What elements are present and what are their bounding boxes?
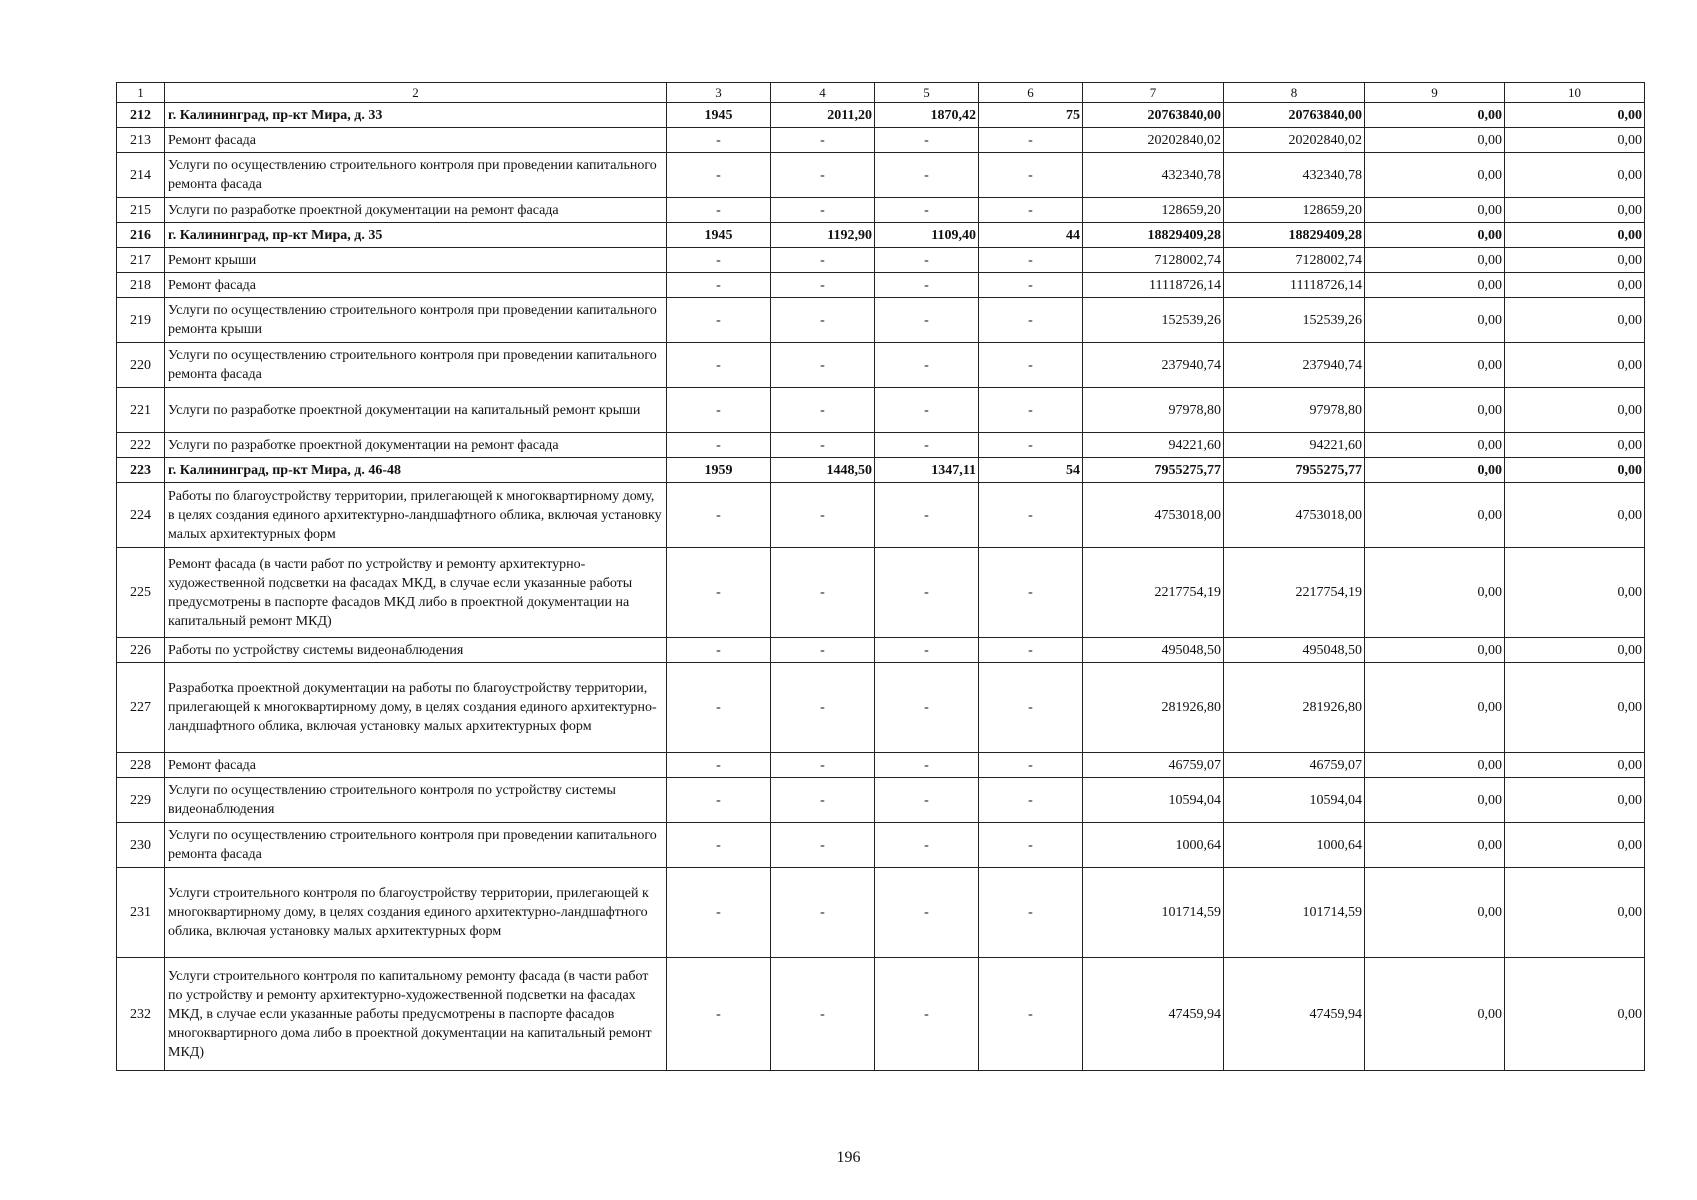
cost-total-cell: 20202840,02 bbox=[1083, 128, 1224, 153]
area-living-cell: - bbox=[875, 128, 979, 153]
area-living-cell: - bbox=[875, 868, 979, 958]
cost-col9-cell: 0,00 bbox=[1365, 223, 1505, 248]
table-row bbox=[117, 958, 1645, 1071]
table-row bbox=[117, 663, 1645, 753]
description-cell: г. Калининград, пр-кт Мира, д. 35 bbox=[165, 223, 667, 248]
residents-cell: - bbox=[979, 868, 1083, 958]
cost-col9-cell: 0,00 bbox=[1365, 343, 1505, 388]
description-cell: Услуги по осуществлению строительного контроля при проведении капитального ремонта фасада bbox=[165, 823, 667, 868]
row-number-cell: 225 bbox=[117, 548, 165, 638]
cost-total-cell: 97978,80 bbox=[1083, 388, 1224, 433]
cost-col9-cell: 0,00 bbox=[1365, 103, 1505, 128]
column-header: 6 bbox=[979, 83, 1083, 103]
cost-fund-cell: 237940,74 bbox=[1224, 343, 1365, 388]
cost-col10-cell: 0,00 bbox=[1505, 388, 1645, 433]
cost-total-cell: 47459,94 bbox=[1083, 958, 1224, 1071]
table-row bbox=[117, 868, 1645, 958]
year-cell: - bbox=[667, 638, 771, 663]
cost-col9-cell: 0,00 bbox=[1365, 458, 1505, 483]
column-header: 9 bbox=[1365, 83, 1505, 103]
cost-fund-cell: 7128002,74 bbox=[1224, 248, 1365, 273]
cost-fund-cell: 20763840,00 bbox=[1224, 103, 1365, 128]
description-cell: Ремонт фасада (в части работ по устройству и ремонту архитектурно-художественной подсветки на фасадах МКД, в случае если указанные работы предусмотрены в паспорте фасадов МКД либо в проектной документации на капитальный ремонт МКД) bbox=[165, 548, 667, 638]
row-number-cell: 217 bbox=[117, 248, 165, 273]
row-number-cell: 224 bbox=[117, 483, 165, 548]
cost-col10-cell: 0,00 bbox=[1505, 458, 1645, 483]
row-number-cell: 215 bbox=[117, 198, 165, 223]
cost-total-cell: 11118726,14 bbox=[1083, 273, 1224, 298]
area-total-cell: - bbox=[771, 958, 875, 1071]
description-cell: Ремонт фасада bbox=[165, 128, 667, 153]
address-row bbox=[117, 103, 1645, 128]
area-total-cell: - bbox=[771, 638, 875, 663]
cost-col10-cell: 0,00 bbox=[1505, 128, 1645, 153]
row-number-cell: 232 bbox=[117, 958, 165, 1071]
cost-fund-cell: 2217754,19 bbox=[1224, 548, 1365, 638]
residents-cell: - bbox=[979, 273, 1083, 298]
area-living-cell: - bbox=[875, 548, 979, 638]
table-row bbox=[117, 753, 1645, 778]
area-living-cell: - bbox=[875, 298, 979, 343]
column-header: 8 bbox=[1224, 83, 1365, 103]
cost-total-cell: 10594,04 bbox=[1083, 778, 1224, 823]
residents-cell: - bbox=[979, 638, 1083, 663]
cost-col9-cell: 0,00 bbox=[1365, 483, 1505, 548]
row-number-cell: 226 bbox=[117, 638, 165, 663]
table-row bbox=[117, 823, 1645, 868]
year-cell: - bbox=[667, 128, 771, 153]
description-cell: Ремонт крыши bbox=[165, 248, 667, 273]
cost-col10-cell: 0,00 bbox=[1505, 483, 1645, 548]
cost-col9-cell: 0,00 bbox=[1365, 273, 1505, 298]
area-living-cell: 1870,42 bbox=[875, 103, 979, 128]
cost-col9-cell: 0,00 bbox=[1365, 198, 1505, 223]
row-number-cell: 213 bbox=[117, 128, 165, 153]
cost-col10-cell: 0,00 bbox=[1505, 298, 1645, 343]
table-row bbox=[117, 248, 1645, 273]
table-row bbox=[117, 153, 1645, 198]
description-cell: Услуги по осуществлению строительного контроля при проведении капитального ремонта фасада bbox=[165, 153, 667, 198]
table-row bbox=[117, 343, 1645, 388]
area-living-cell: - bbox=[875, 823, 979, 868]
table-row bbox=[117, 778, 1645, 823]
residents-cell: - bbox=[979, 128, 1083, 153]
page-number: 196 bbox=[836, 1149, 861, 1166]
area-total-cell: - bbox=[771, 663, 875, 753]
area-living-cell: - bbox=[875, 273, 979, 298]
cost-col9-cell: 0,00 bbox=[1365, 298, 1505, 343]
cost-col10-cell: 0,00 bbox=[1505, 273, 1645, 298]
cost-total-cell: 152539,26 bbox=[1083, 298, 1224, 343]
description-cell: г. Калининград, пр-кт Мира, д. 46-48 bbox=[165, 458, 667, 483]
cost-col10-cell: 0,00 bbox=[1505, 223, 1645, 248]
year-cell: - bbox=[667, 958, 771, 1071]
column-header: 5 bbox=[875, 83, 979, 103]
area-total-cell: 2011,20 bbox=[771, 103, 875, 128]
cost-col9-cell: 0,00 bbox=[1365, 663, 1505, 753]
column-header: 10 bbox=[1505, 83, 1645, 103]
cost-col10-cell: 0,00 bbox=[1505, 823, 1645, 868]
residents-cell: - bbox=[979, 153, 1083, 198]
residents-cell: - bbox=[979, 548, 1083, 638]
area-total-cell: 1448,50 bbox=[771, 458, 875, 483]
cost-fund-cell: 7955275,77 bbox=[1224, 458, 1365, 483]
year-cell: - bbox=[667, 298, 771, 343]
year-cell: 1945 bbox=[667, 223, 771, 248]
description-cell: Разработка проектной документации на работы по благоустройству территории, прилегающей к многоквартирному дому, в целях создания единого архитектурно-ландшафтного облика, включая установку малых архитектурных форм bbox=[165, 663, 667, 753]
table-row bbox=[117, 298, 1645, 343]
residents-cell: - bbox=[979, 778, 1083, 823]
cost-col10-cell: 0,00 bbox=[1505, 433, 1645, 458]
row-number-cell: 228 bbox=[117, 753, 165, 778]
description-cell: Услуги по осуществлению строительного контроля по устройству системы видеонаблюдения bbox=[165, 778, 667, 823]
description-cell: г. Калининград, пр-кт Мира, д. 33 bbox=[165, 103, 667, 128]
cost-total-cell: 128659,20 bbox=[1083, 198, 1224, 223]
cost-col10-cell: 0,00 bbox=[1505, 778, 1645, 823]
residents-cell: - bbox=[979, 663, 1083, 753]
cost-col10-cell: 0,00 bbox=[1505, 638, 1645, 663]
row-number-cell: 212 bbox=[117, 103, 165, 128]
address-row bbox=[117, 223, 1645, 248]
cost-total-cell: 1000,64 bbox=[1083, 823, 1224, 868]
row-number-cell: 221 bbox=[117, 388, 165, 433]
cost-col9-cell: 0,00 bbox=[1365, 823, 1505, 868]
cost-col9-cell: 0,00 bbox=[1365, 128, 1505, 153]
year-cell: - bbox=[667, 153, 771, 198]
area-total-cell: - bbox=[771, 778, 875, 823]
description-cell: Услуги строительного контроля по благоустройству территории, прилегающей к многоквартирному дому, в целях создания единого архитектурно-ландшафтного облика, включая установку малых архитектурных форм bbox=[165, 868, 667, 958]
cost-total-cell: 4753018,00 bbox=[1083, 483, 1224, 548]
year-cell: - bbox=[667, 548, 771, 638]
row-number-cell: 230 bbox=[117, 823, 165, 868]
table-row bbox=[117, 128, 1645, 153]
data-table bbox=[116, 82, 1645, 1071]
cost-col9-cell: 0,00 bbox=[1365, 433, 1505, 458]
cost-fund-cell: 20202840,02 bbox=[1224, 128, 1365, 153]
year-cell: - bbox=[667, 778, 771, 823]
year-cell: - bbox=[667, 753, 771, 778]
description-cell: Услуги по осуществлению строительного контроля при проведении капитального ремонта фасада bbox=[165, 343, 667, 388]
table-row bbox=[117, 273, 1645, 298]
area-living-cell: 1347,11 bbox=[875, 458, 979, 483]
area-total-cell: - bbox=[771, 273, 875, 298]
year-cell: - bbox=[667, 823, 771, 868]
cost-col9-cell: 0,00 bbox=[1365, 638, 1505, 663]
area-total-cell: - bbox=[771, 868, 875, 958]
row-number-cell: 229 bbox=[117, 778, 165, 823]
area-total-cell: - bbox=[771, 248, 875, 273]
area-living-cell: 1109,40 bbox=[875, 223, 979, 248]
residents-cell: 54 bbox=[979, 458, 1083, 483]
cost-fund-cell: 128659,20 bbox=[1224, 198, 1365, 223]
column-number-row bbox=[117, 83, 1645, 103]
cost-col10-cell: 0,00 bbox=[1505, 868, 1645, 958]
year-cell: - bbox=[667, 343, 771, 388]
residents-cell: - bbox=[979, 343, 1083, 388]
cost-fund-cell: 47459,94 bbox=[1224, 958, 1365, 1071]
row-number-cell: 216 bbox=[117, 223, 165, 248]
area-total-cell: - bbox=[771, 388, 875, 433]
cost-fund-cell: 10594,04 bbox=[1224, 778, 1365, 823]
cost-fund-cell: 97978,80 bbox=[1224, 388, 1365, 433]
area-total-cell: - bbox=[771, 343, 875, 388]
row-number-cell: 219 bbox=[117, 298, 165, 343]
column-header: 3 bbox=[667, 83, 771, 103]
row-number-cell: 223 bbox=[117, 458, 165, 483]
cost-total-cell: 20763840,00 bbox=[1083, 103, 1224, 128]
year-cell: 1945 bbox=[667, 103, 771, 128]
cost-total-cell: 7955275,77 bbox=[1083, 458, 1224, 483]
row-number-cell: 222 bbox=[117, 433, 165, 458]
year-cell: - bbox=[667, 248, 771, 273]
cost-fund-cell: 281926,80 bbox=[1224, 663, 1365, 753]
cost-fund-cell: 4753018,00 bbox=[1224, 483, 1365, 548]
cost-total-cell: 2217754,19 bbox=[1083, 548, 1224, 638]
description-cell: Работы по благоустройству территории, прилегающей к многоквартирному дому, в целях создания единого архитектурно-ландшафтного облика, включая установку малых архитектурных форм bbox=[165, 483, 667, 548]
area-total-cell: - bbox=[771, 128, 875, 153]
cost-fund-cell: 101714,59 bbox=[1224, 868, 1365, 958]
table-row bbox=[117, 433, 1645, 458]
year-cell: - bbox=[667, 388, 771, 433]
row-number-cell: 214 bbox=[117, 153, 165, 198]
area-living-cell: - bbox=[875, 753, 979, 778]
year-cell: - bbox=[667, 483, 771, 548]
row-number-cell: 231 bbox=[117, 868, 165, 958]
cost-total-cell: 495048,50 bbox=[1083, 638, 1224, 663]
table-row bbox=[117, 198, 1645, 223]
area-total-cell: - bbox=[771, 153, 875, 198]
description-cell: Работы по устройству системы видеонаблюдения bbox=[165, 638, 667, 663]
column-header: 4 bbox=[771, 83, 875, 103]
area-total-cell: - bbox=[771, 198, 875, 223]
cost-fund-cell: 94221,60 bbox=[1224, 433, 1365, 458]
residents-cell: - bbox=[979, 823, 1083, 868]
description-cell: Услуги строительного контроля по капитальному ремонту фасада (в части работ по устройству и ремонту архитектурно-художественной подсветки на фасадах МКД, в случае если указанные работы предусмотрены в паспорте фасадов многоквартирного дома либо в проектной документации на капитальный ремонт МКД) bbox=[165, 958, 667, 1071]
cost-fund-cell: 46759,07 bbox=[1224, 753, 1365, 778]
area-total-cell: - bbox=[771, 753, 875, 778]
column-header: 1 bbox=[117, 83, 165, 103]
area-total-cell: - bbox=[771, 548, 875, 638]
cost-fund-cell: 11118726,14 bbox=[1224, 273, 1365, 298]
cost-col9-cell: 0,00 bbox=[1365, 388, 1505, 433]
cost-col9-cell: 0,00 bbox=[1365, 248, 1505, 273]
table-row bbox=[117, 638, 1645, 663]
area-living-cell: - bbox=[875, 638, 979, 663]
description-cell: Ремонт фасада bbox=[165, 273, 667, 298]
cost-col10-cell: 0,00 bbox=[1505, 753, 1645, 778]
residents-cell: - bbox=[979, 248, 1083, 273]
column-header: 2 bbox=[165, 83, 667, 103]
cost-total-cell: 94221,60 bbox=[1083, 433, 1224, 458]
year-cell: - bbox=[667, 663, 771, 753]
residents-cell: 75 bbox=[979, 103, 1083, 128]
year-cell: - bbox=[667, 868, 771, 958]
area-living-cell: - bbox=[875, 663, 979, 753]
residents-cell: - bbox=[979, 388, 1083, 433]
cost-col10-cell: 0,00 bbox=[1505, 663, 1645, 753]
residents-cell: - bbox=[979, 433, 1083, 458]
cost-col9-cell: 0,00 bbox=[1365, 958, 1505, 1071]
row-number-cell: 220 bbox=[117, 343, 165, 388]
cost-total-cell: 237940,74 bbox=[1083, 343, 1224, 388]
area-total-cell: - bbox=[771, 298, 875, 343]
table-row bbox=[117, 483, 1645, 548]
area-living-cell: - bbox=[875, 153, 979, 198]
year-cell: - bbox=[667, 433, 771, 458]
row-number-cell: 227 bbox=[117, 663, 165, 753]
cost-total-cell: 46759,07 bbox=[1083, 753, 1224, 778]
description-cell: Услуги по разработке проектной документации на ремонт фасада bbox=[165, 433, 667, 458]
residents-cell: - bbox=[979, 198, 1083, 223]
table-body bbox=[117, 83, 1645, 1071]
cost-col10-cell: 0,00 bbox=[1505, 248, 1645, 273]
description-cell: Услуги по разработке проектной документации на капитальный ремонт крыши bbox=[165, 388, 667, 433]
area-total-cell: 1192,90 bbox=[771, 223, 875, 248]
cost-total-cell: 101714,59 bbox=[1083, 868, 1224, 958]
year-cell: 1959 bbox=[667, 458, 771, 483]
area-living-cell: - bbox=[875, 343, 979, 388]
cost-col9-cell: 0,00 bbox=[1365, 778, 1505, 823]
area-living-cell: - bbox=[875, 388, 979, 433]
cost-total-cell: 432340,78 bbox=[1083, 153, 1224, 198]
area-total-cell: - bbox=[771, 823, 875, 868]
area-living-cell: - bbox=[875, 198, 979, 223]
area-total-cell: - bbox=[771, 483, 875, 548]
area-living-cell: - bbox=[875, 778, 979, 823]
residents-cell: - bbox=[979, 958, 1083, 1071]
cost-col10-cell: 0,00 bbox=[1505, 103, 1645, 128]
year-cell: - bbox=[667, 198, 771, 223]
residents-cell: - bbox=[979, 753, 1083, 778]
cost-col10-cell: 0,00 bbox=[1505, 958, 1645, 1071]
area-living-cell: - bbox=[875, 433, 979, 458]
cost-fund-cell: 495048,50 bbox=[1224, 638, 1365, 663]
residents-cell: - bbox=[979, 298, 1083, 343]
cost-col9-cell: 0,00 bbox=[1365, 868, 1505, 958]
cost-col9-cell: 0,00 bbox=[1365, 548, 1505, 638]
cost-col9-cell: 0,00 bbox=[1365, 153, 1505, 198]
year-cell: - bbox=[667, 273, 771, 298]
table-row bbox=[117, 388, 1645, 433]
area-total-cell: - bbox=[771, 433, 875, 458]
description-cell: Услуги по разработке проектной документации на ремонт фасада bbox=[165, 198, 667, 223]
column-header: 7 bbox=[1083, 83, 1224, 103]
address-row bbox=[117, 458, 1645, 483]
row-number-cell: 218 bbox=[117, 273, 165, 298]
cost-col10-cell: 0,00 bbox=[1505, 153, 1645, 198]
cost-col10-cell: 0,00 bbox=[1505, 343, 1645, 388]
residents-cell: - bbox=[979, 483, 1083, 548]
cost-col10-cell: 0,00 bbox=[1505, 548, 1645, 638]
residents-cell: 44 bbox=[979, 223, 1083, 248]
cost-fund-cell: 1000,64 bbox=[1224, 823, 1365, 868]
description-cell: Услуги по осуществлению строительного контроля при проведении капитального ремонта крыши bbox=[165, 298, 667, 343]
cost-total-cell: 7128002,74 bbox=[1083, 248, 1224, 273]
cost-fund-cell: 18829409,28 bbox=[1224, 223, 1365, 248]
description-cell: Ремонт фасада bbox=[165, 753, 667, 778]
cost-col10-cell: 0,00 bbox=[1505, 198, 1645, 223]
cost-fund-cell: 152539,26 bbox=[1224, 298, 1365, 343]
cost-fund-cell: 432340,78 bbox=[1224, 153, 1365, 198]
area-living-cell: - bbox=[875, 248, 979, 273]
cost-total-cell: 18829409,28 bbox=[1083, 223, 1224, 248]
table-row bbox=[117, 548, 1645, 638]
cost-total-cell: 281926,80 bbox=[1083, 663, 1224, 753]
area-living-cell: - bbox=[875, 958, 979, 1071]
area-living-cell: - bbox=[875, 483, 979, 548]
cost-col9-cell: 0,00 bbox=[1365, 753, 1505, 778]
